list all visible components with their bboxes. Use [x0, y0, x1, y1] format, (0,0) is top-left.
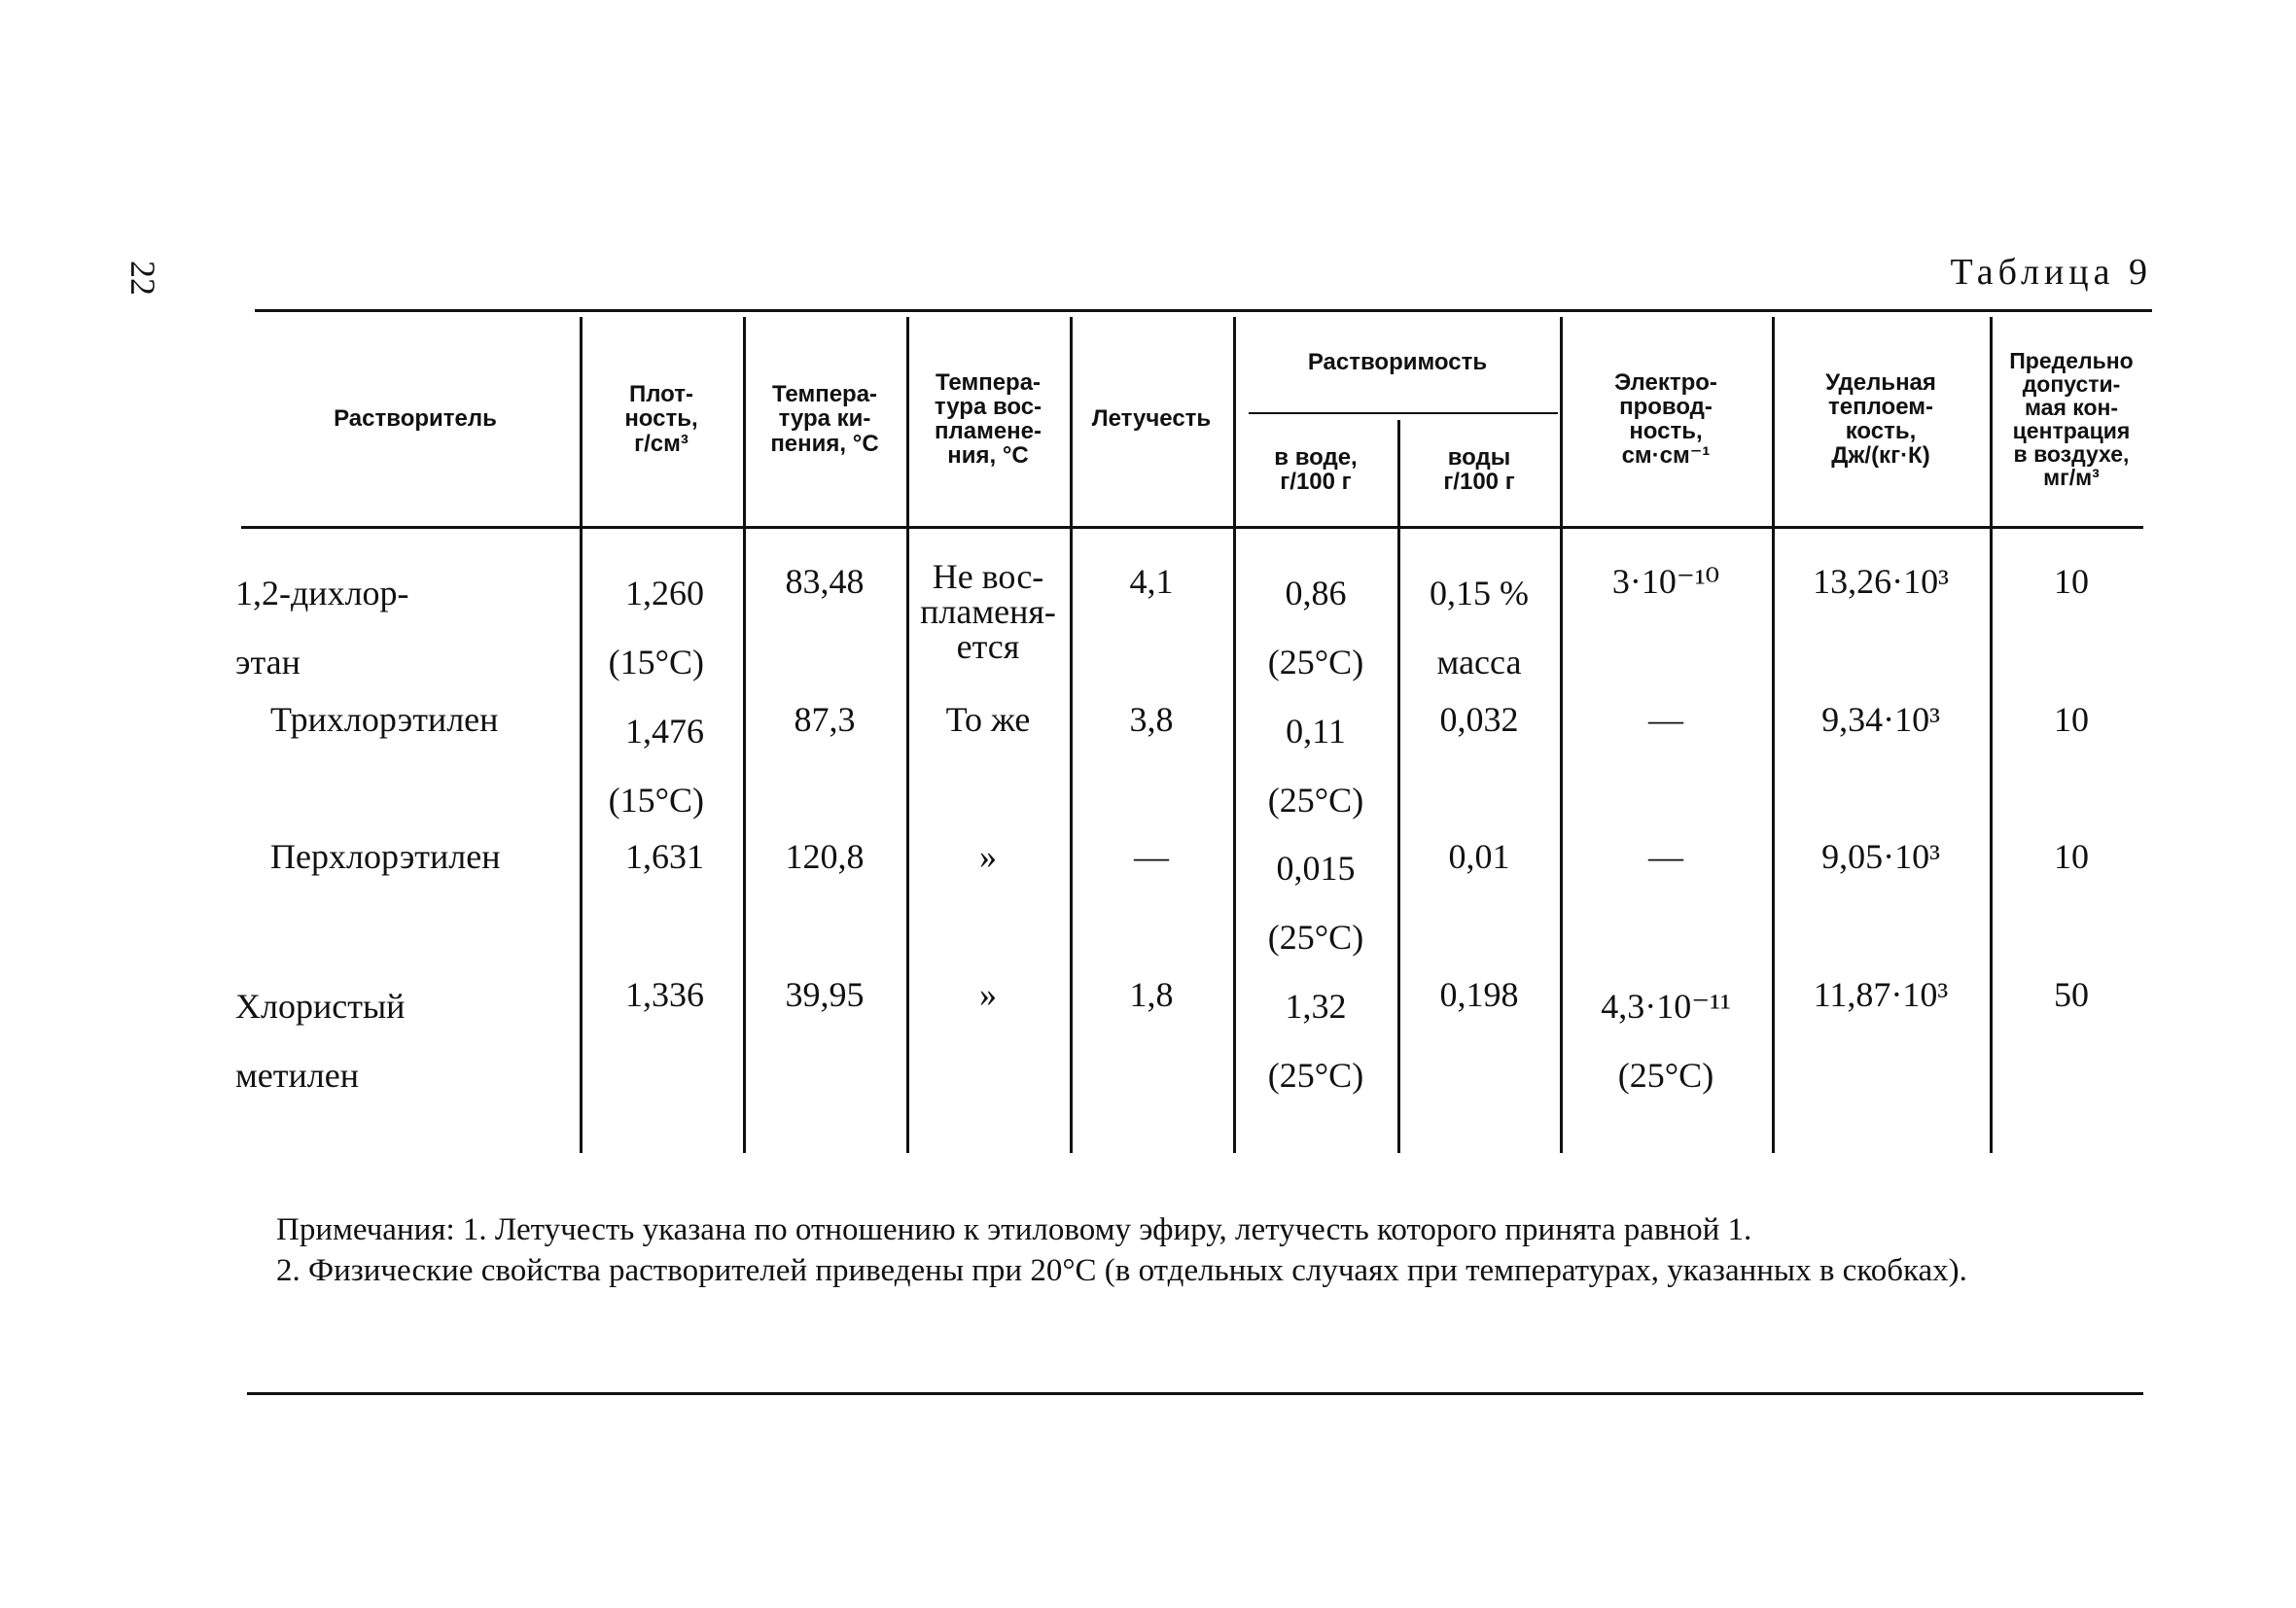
page-number: 22	[124, 261, 162, 296]
note-1: Примечания: 1. Летучесть указана по отношению к этиловому эфиру, летучесть которого принята равной 1.	[276, 1212, 1752, 1247]
cell-solvent: Хлористый метилен	[235, 987, 406, 1095]
cell-solvent: Перхлорэтилен	[270, 837, 501, 876]
header-solubility-in-water: в воде, г/100 г	[1274, 443, 1358, 495]
cell-flash-point: То же	[945, 700, 1031, 739]
header-flash-point: Темпера- тура вос- пламене- ния, °С	[934, 368, 1042, 470]
cell-heat-capacity: 11,87·10³	[1813, 975, 1949, 1014]
header-max-allowed-concentration: Предельно допусти- мая кон- центрация в воздухе, мг/м³	[2009, 347, 2134, 491]
header-bottom-rule	[241, 526, 2143, 529]
cell-flash-point: »	[979, 975, 997, 1014]
cell-solubility-in-water: 1,32 (25°С)	[1267, 987, 1364, 1095]
cell-flash-point: Не вос- пламеня- ется	[920, 557, 1056, 666]
header-conductivity: Электро- провод- ность, см·см⁻¹	[1614, 368, 1717, 470]
cell-max-allowed-concentration: 10	[2054, 562, 2089, 601]
column-separator	[1772, 317, 1775, 1153]
cell-boiling-point: 120,8	[785, 837, 865, 876]
cell-density: 1,476 (15°С)	[608, 712, 704, 820]
column-separator	[1397, 420, 1400, 1153]
column-separator	[743, 317, 746, 1153]
cell-solubility-in-water: 0,11 (25°С)	[1267, 712, 1364, 820]
column-separator	[1233, 317, 1236, 1153]
cell-heat-capacity: 9,05·10³	[1821, 837, 1940, 876]
notes	[241, 1213, 2143, 1294]
cell-solubility-of-water: 0,198	[1439, 975, 1519, 1014]
header-solvent: Растворитель	[334, 405, 497, 433]
cell-conductivity: 3·10⁻¹⁰	[1611, 562, 1720, 601]
cell-conductivity: 4,3·10⁻¹¹ (25°С)	[1601, 987, 1731, 1095]
cell-heat-capacity: 9,34·10³	[1821, 700, 1940, 739]
cell-density: 1,336	[625, 975, 704, 1014]
cell-conductivity: —	[1648, 700, 1683, 739]
cell-volatility: 3,8	[1129, 700, 1174, 739]
cell-conductivity: —	[1648, 837, 1683, 876]
header-density: Плот- ность, г/см³	[624, 381, 698, 457]
note-2: 2. Физические свойства растворителей приведены при 20°С (в отдельных случаях при температурах, указанных в скобках).	[276, 1252, 1967, 1288]
column-separator	[580, 317, 583, 1153]
cell-solubility-of-water: 0,01	[1448, 837, 1510, 876]
cell-density: 1,631	[625, 837, 704, 876]
header-solubility: Растворимость	[1307, 349, 1488, 376]
cell-density: 1,260 (15°С)	[608, 574, 704, 682]
column-separator	[1070, 317, 1073, 1153]
cell-boiling-point: 83,48	[785, 562, 865, 601]
header-solubility-of-water: воды г/100 г	[1443, 443, 1515, 495]
column-separator	[1560, 317, 1563, 1153]
cell-max-allowed-concentration: 50	[2054, 975, 2089, 1014]
header-volatility: Летучесть	[1091, 405, 1212, 433]
cell-solubility-in-water: 0,015 (25°С)	[1267, 849, 1364, 957]
table-label: Таблица 9	[1950, 252, 2152, 293]
cell-volatility: —	[1134, 837, 1169, 876]
cell-solubility-of-water: 0,032	[1439, 700, 1519, 739]
cell-max-allowed-concentration: 10	[2054, 700, 2089, 739]
cell-solvent: 1,2-дихлор- этан	[235, 574, 409, 682]
cell-solubility-in-water: 0,86 (25°С)	[1267, 574, 1364, 682]
cell-flash-point: »	[979, 837, 997, 876]
cell-max-allowed-concentration: 10	[2054, 837, 2089, 876]
cell-solubility-of-water: 0,15 % масса	[1430, 574, 1529, 682]
column-separator	[906, 317, 909, 1153]
column-separator	[1990, 317, 1993, 1153]
header-boiling-point: Темпера- тура ки- пения, °С	[770, 381, 879, 457]
solubility-divider-rule	[1249, 412, 1558, 414]
header-heat-capacity: Удельная теплоем- кость, Дж/(кг·К)	[1825, 368, 1936, 470]
bottom-rule	[247, 1392, 2143, 1395]
cell-boiling-point: 87,3	[794, 700, 856, 739]
cell-volatility: 1,8	[1129, 975, 1174, 1014]
table-top-rule	[255, 309, 2152, 312]
cell-solvent: Трихлорэтилен	[270, 700, 499, 739]
cell-heat-capacity: 13,26·10³	[1813, 562, 1949, 601]
cell-volatility: 4,1	[1129, 562, 1174, 601]
cell-boiling-point: 39,95	[785, 975, 865, 1014]
